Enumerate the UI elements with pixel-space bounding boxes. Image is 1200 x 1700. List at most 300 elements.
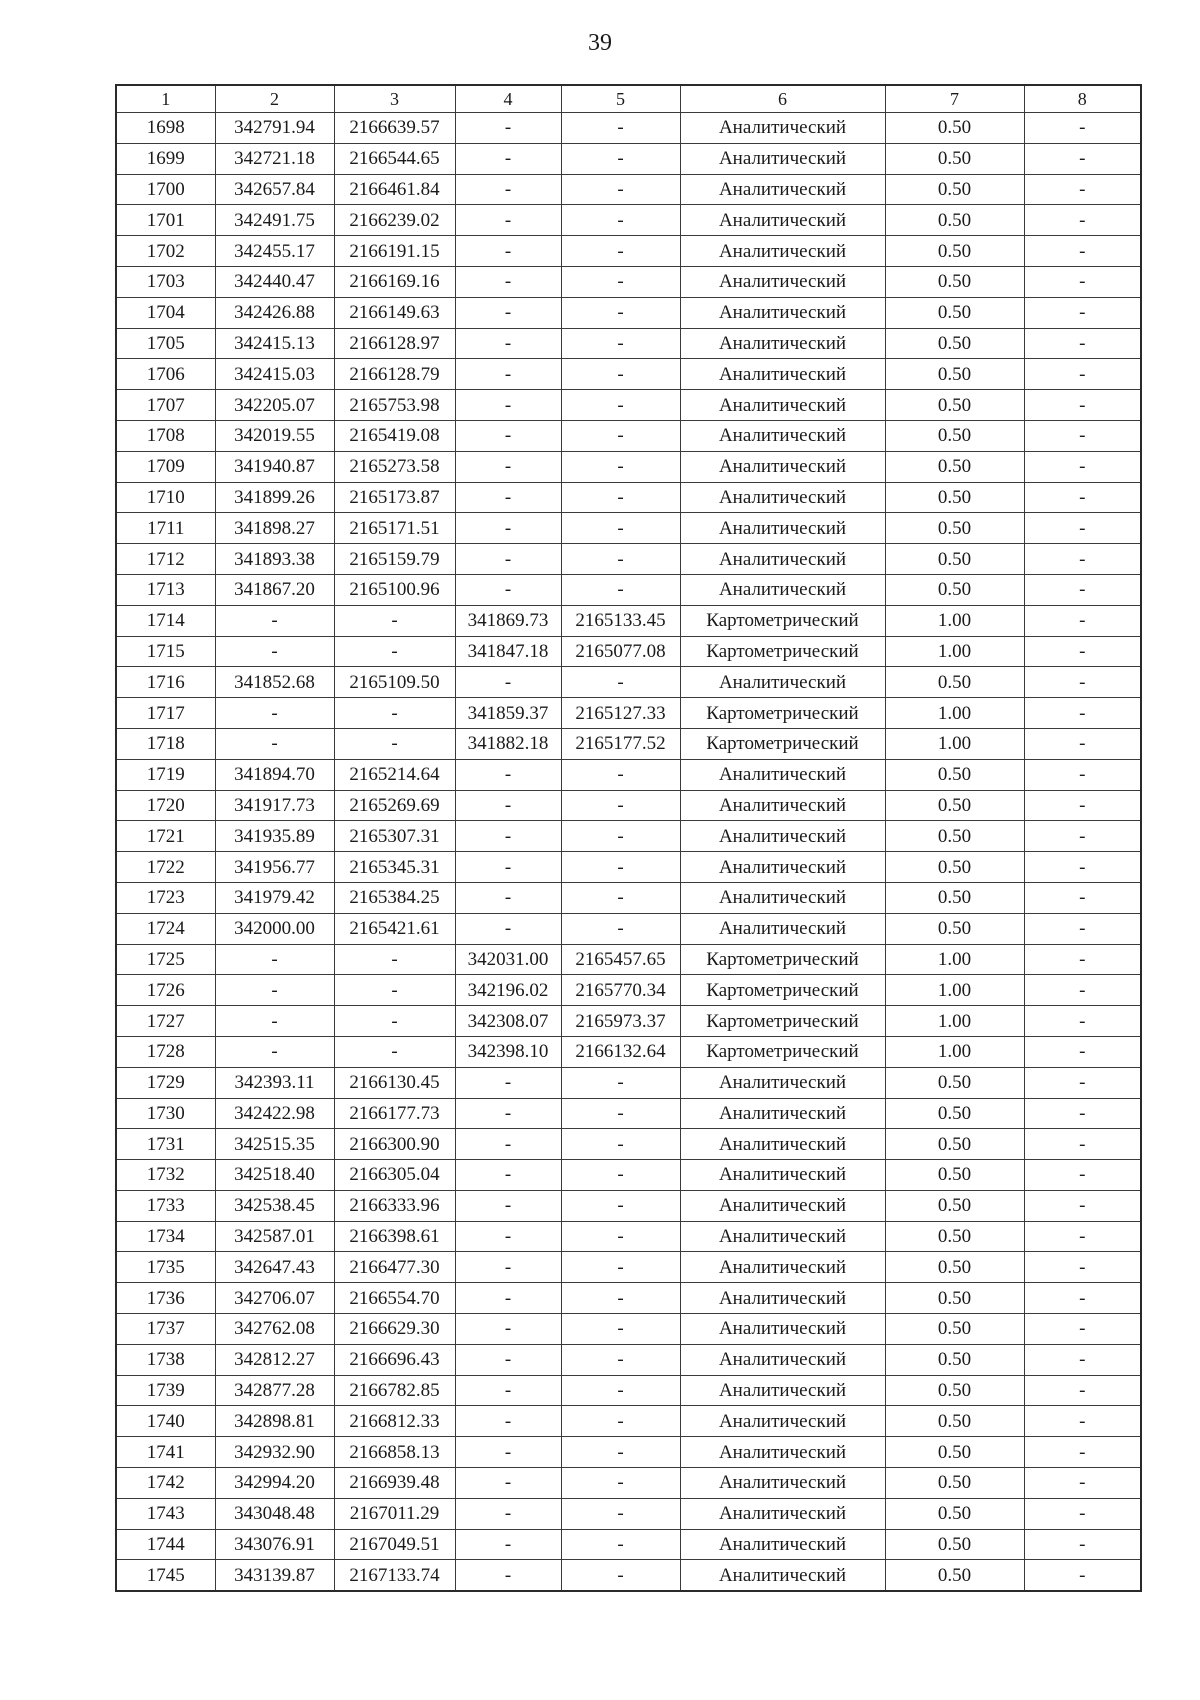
column-header-2: 2: [215, 85, 334, 113]
table-cell-col-8: -: [1024, 236, 1141, 267]
table-cell-col-1: 1733: [116, 1190, 215, 1221]
table-cell-col-5: 2165973.37: [561, 1006, 680, 1037]
table-cell-col-4: -: [455, 1098, 561, 1129]
table-cell-col-2: 342812.27: [215, 1344, 334, 1375]
table-cell-col-1: 1714: [116, 605, 215, 636]
table-cell-col-2: 342440.47: [215, 266, 334, 297]
table-cell-col-1: 1702: [116, 236, 215, 267]
table-cell-col-7: 0.50: [885, 821, 1024, 852]
table-cell-col-3: 2165109.50: [334, 667, 455, 698]
table-cell-col-8: -: [1024, 1560, 1141, 1591]
table-row: [116, 852, 1141, 883]
table-cell-col-2: 341894.70: [215, 759, 334, 790]
table-row: [116, 1437, 1141, 1468]
table-cell-col-5: 2165133.45: [561, 605, 680, 636]
table-cell-col-6: Аналитический: [680, 1160, 885, 1191]
table-cell-col-3: 2166398.61: [334, 1221, 455, 1252]
table-cell-col-2: 341917.73: [215, 790, 334, 821]
table-cell-col-3: -: [334, 605, 455, 636]
table-cell-col-6: Аналитический: [680, 1129, 885, 1160]
table-cell-col-3: 2165159.79: [334, 544, 455, 575]
table-cell-col-3: 2165307.31: [334, 821, 455, 852]
table-cell-col-3: 2166544.65: [334, 143, 455, 174]
table-cell-col-8: -: [1024, 975, 1141, 1006]
table-cell-col-4: -: [455, 482, 561, 513]
table-cell-col-1: 1712: [116, 544, 215, 575]
table-cell-col-2: 342706.07: [215, 1283, 334, 1314]
table-cell-col-7: 0.50: [885, 174, 1024, 205]
table-body: [116, 113, 1141, 1592]
table-cell-col-4: -: [455, 913, 561, 944]
column-header-8: 8: [1024, 85, 1141, 113]
table-cell-col-1: 1735: [116, 1252, 215, 1283]
table-cell-col-4: -: [455, 1129, 561, 1160]
table-cell-col-1: 1729: [116, 1067, 215, 1098]
table-row: [116, 174, 1141, 205]
table-cell-col-7: 0.50: [885, 1560, 1024, 1591]
table-row: [116, 1344, 1141, 1375]
table-cell-col-7: 0.50: [885, 1314, 1024, 1345]
table-cell-col-5: -: [561, 1160, 680, 1191]
table-cell-col-1: 1734: [116, 1221, 215, 1252]
table-cell-col-7: 0.50: [885, 790, 1024, 821]
table-cell-col-8: -: [1024, 1468, 1141, 1499]
table-cell-col-8: -: [1024, 544, 1141, 575]
table-cell-col-4: -: [455, 1252, 561, 1283]
table-cell-col-8: -: [1024, 698, 1141, 729]
table-cell-col-4: -: [455, 667, 561, 698]
table-cell-col-7: 1.00: [885, 605, 1024, 636]
table-cell-col-7: 1.00: [885, 728, 1024, 759]
table-cell-col-2: 342415.13: [215, 328, 334, 359]
table-row: [116, 328, 1141, 359]
table-cell-col-8: -: [1024, 1283, 1141, 1314]
table-cell-col-5: -: [561, 913, 680, 944]
table-cell-col-6: Аналитический: [680, 852, 885, 883]
table-cell-col-3: 2165269.69: [334, 790, 455, 821]
table-cell-col-7: 0.50: [885, 513, 1024, 544]
table-cell-col-6: Аналитический: [680, 482, 885, 513]
table-cell-col-8: -: [1024, 113, 1141, 144]
table-cell-col-6: Аналитический: [680, 205, 885, 236]
table-cell-col-5: -: [561, 574, 680, 605]
table-cell-col-8: -: [1024, 174, 1141, 205]
table-cell-col-3: 2165100.96: [334, 574, 455, 605]
table-cell-col-6: Картометрический: [680, 975, 885, 1006]
table-cell-col-1: 1731: [116, 1129, 215, 1160]
table-cell-col-5: -: [561, 297, 680, 328]
table-cell-col-1: 1701: [116, 205, 215, 236]
table-cell-col-2: 342657.84: [215, 174, 334, 205]
table-row: [116, 143, 1141, 174]
table-cell-col-6: Аналитический: [680, 544, 885, 575]
table-cell-col-7: 0.50: [885, 1468, 1024, 1499]
table-cell-col-1: 1723: [116, 882, 215, 913]
table-cell-col-5: -: [561, 1098, 680, 1129]
table-cell-col-1: 1728: [116, 1036, 215, 1067]
table-cell-col-3: -: [334, 944, 455, 975]
table-cell-col-8: -: [1024, 821, 1141, 852]
table-cell-col-7: 0.50: [885, 1529, 1024, 1560]
table-cell-col-8: -: [1024, 143, 1141, 174]
table-cell-col-7: 0.50: [885, 482, 1024, 513]
table-cell-col-8: -: [1024, 1190, 1141, 1221]
coordinates-table: [115, 84, 1142, 1592]
table-cell-col-2: 341898.27: [215, 513, 334, 544]
table-cell-col-1: 1730: [116, 1098, 215, 1129]
table-cell-col-6: Аналитический: [680, 1498, 885, 1529]
table-cell-col-6: Аналитический: [680, 1375, 885, 1406]
table-header: [116, 85, 1141, 113]
table-cell-col-1: 1708: [116, 420, 215, 451]
table-cell-col-8: -: [1024, 852, 1141, 883]
table-cell-col-5: -: [561, 852, 680, 883]
table-cell-col-6: Аналитический: [680, 882, 885, 913]
table-cell-col-3: 2165273.58: [334, 451, 455, 482]
table-row: [116, 205, 1141, 236]
table-row: [116, 390, 1141, 421]
table-cell-col-4: -: [455, 574, 561, 605]
table-cell-col-1: 1720: [116, 790, 215, 821]
table-cell-col-6: Аналитический: [680, 821, 885, 852]
table-cell-col-1: 1706: [116, 359, 215, 390]
table-cell-col-5: -: [561, 821, 680, 852]
table-row: [116, 574, 1141, 605]
table-cell-col-7: 0.50: [885, 1283, 1024, 1314]
table-cell-col-2: 342994.20: [215, 1468, 334, 1499]
table-cell-col-2: 341940.87: [215, 451, 334, 482]
table-cell-col-2: 342587.01: [215, 1221, 334, 1252]
table-cell-col-4: 341882.18: [455, 728, 561, 759]
table-cell-col-4: -: [455, 359, 561, 390]
table-cell-col-6: Аналитический: [680, 451, 885, 482]
table-cell-col-7: 0.50: [885, 1344, 1024, 1375]
table-row: [116, 1129, 1141, 1160]
table-row: [116, 1314, 1141, 1345]
table-row: [116, 1098, 1141, 1129]
table-cell-col-5: -: [561, 1406, 680, 1437]
table-cell-col-3: -: [334, 975, 455, 1006]
table-cell-col-8: -: [1024, 1098, 1141, 1129]
table-cell-col-1: 1699: [116, 143, 215, 174]
table-cell-col-2: 342932.90: [215, 1437, 334, 1468]
table-cell-col-7: 1.00: [885, 944, 1024, 975]
table-cell-col-1: 1713: [116, 574, 215, 605]
table-cell-col-8: -: [1024, 297, 1141, 328]
table-cell-col-4: -: [455, 544, 561, 575]
table-cell-col-7: 0.50: [885, 544, 1024, 575]
table-cell-col-7: 0.50: [885, 390, 1024, 421]
table-cell-col-8: -: [1024, 482, 1141, 513]
table-cell-col-3: 2166782.85: [334, 1375, 455, 1406]
table-cell-col-3: 2166696.43: [334, 1344, 455, 1375]
table-cell-col-4: -: [455, 1375, 561, 1406]
table-cell-col-4: -: [455, 174, 561, 205]
table-cell-col-7: 0.50: [885, 1129, 1024, 1160]
table-cell-col-5: -: [561, 790, 680, 821]
table-cell-col-8: -: [1024, 328, 1141, 359]
column-header-1: 1: [116, 85, 215, 113]
table-cell-col-7: 1.00: [885, 636, 1024, 667]
table-cell-col-4: -: [455, 297, 561, 328]
table-cell-col-8: -: [1024, 1344, 1141, 1375]
table-cell-col-2: 342205.07: [215, 390, 334, 421]
table-cell-col-4: 341847.18: [455, 636, 561, 667]
table-cell-col-6: Картометрический: [680, 605, 885, 636]
table-cell-col-3: 2166629.30: [334, 1314, 455, 1345]
table-cell-col-3: 2166639.57: [334, 113, 455, 144]
table-cell-col-4: -: [455, 236, 561, 267]
table-cell-col-8: -: [1024, 513, 1141, 544]
table-cell-col-5: -: [561, 1498, 680, 1529]
table-cell-col-8: -: [1024, 790, 1141, 821]
table-cell-col-7: 0.50: [885, 1160, 1024, 1191]
table-cell-col-1: 1726: [116, 975, 215, 1006]
table-cell-col-2: 342647.43: [215, 1252, 334, 1283]
table-row: [116, 698, 1141, 729]
table-row: [116, 1221, 1141, 1252]
table-cell-col-4: -: [455, 1529, 561, 1560]
table-cell-col-2: 342538.45: [215, 1190, 334, 1221]
table-cell-col-4: -: [455, 1468, 561, 1499]
table-cell-col-5: 2165457.65: [561, 944, 680, 975]
table-cell-col-3: -: [334, 728, 455, 759]
table-cell-col-8: -: [1024, 205, 1141, 236]
table-cell-col-4: -: [455, 513, 561, 544]
table-cell-col-2: 342518.40: [215, 1160, 334, 1191]
table-cell-col-1: 1715: [116, 636, 215, 667]
table-cell-col-3: 2166130.45: [334, 1067, 455, 1098]
table-cell-col-1: 1703: [116, 266, 215, 297]
table-cell-col-1: 1737: [116, 1314, 215, 1345]
table-row: [116, 1468, 1141, 1499]
table-cell-col-7: 0.50: [885, 420, 1024, 451]
table-cell-col-4: 342398.10: [455, 1036, 561, 1067]
table-cell-col-5: -: [561, 451, 680, 482]
table-cell-col-1: 1704: [116, 297, 215, 328]
table-cell-col-7: 0.50: [885, 1067, 1024, 1098]
table-cell-col-3: -: [334, 698, 455, 729]
table-cell-col-6: Аналитический: [680, 266, 885, 297]
table-cell-col-8: -: [1024, 759, 1141, 790]
table-cell-col-4: -: [455, 420, 561, 451]
table-cell-col-4: 341859.37: [455, 698, 561, 729]
table-cell-col-2: 342515.35: [215, 1129, 334, 1160]
table-cell-col-4: -: [455, 205, 561, 236]
table-cell-col-3: 2166191.15: [334, 236, 455, 267]
table-cell-col-7: 0.50: [885, 236, 1024, 267]
table-cell-col-5: -: [561, 205, 680, 236]
table-cell-col-6: Аналитический: [680, 420, 885, 451]
table-cell-col-8: -: [1024, 605, 1141, 636]
table-cell-col-5: -: [561, 328, 680, 359]
table-cell-col-8: -: [1024, 1036, 1141, 1067]
table-row: [116, 1498, 1141, 1529]
table-cell-col-6: Аналитический: [680, 574, 885, 605]
table-cell-col-5: -: [561, 1067, 680, 1098]
table-cell-col-3: 2166477.30: [334, 1252, 455, 1283]
table-cell-col-5: -: [561, 1283, 680, 1314]
table-cell-col-4: -: [455, 1067, 561, 1098]
table-cell-col-5: -: [561, 1314, 680, 1345]
table-cell-col-2: -: [215, 944, 334, 975]
table-cell-col-7: 1.00: [885, 1036, 1024, 1067]
table-row: [116, 266, 1141, 297]
table-cell-col-2: 342000.00: [215, 913, 334, 944]
table-cell-col-1: 1725: [116, 944, 215, 975]
table-cell-col-3: 2166858.13: [334, 1437, 455, 1468]
table-cell-col-5: -: [561, 266, 680, 297]
table-cell-col-1: 1709: [116, 451, 215, 482]
table-cell-col-2: 342455.17: [215, 236, 334, 267]
table-cell-col-7: 0.50: [885, 1498, 1024, 1529]
table-row: [116, 1560, 1141, 1591]
table-cell-col-5: -: [561, 1437, 680, 1468]
table-cell-col-7: 0.50: [885, 266, 1024, 297]
table-cell-col-4: -: [455, 1314, 561, 1345]
table-cell-col-1: 1739: [116, 1375, 215, 1406]
table-cell-col-2: 342762.08: [215, 1314, 334, 1345]
page-number: 39: [588, 30, 612, 56]
table-cell-col-6: Аналитический: [680, 143, 885, 174]
table-cell-col-5: -: [561, 143, 680, 174]
table-cell-col-4: 342196.02: [455, 975, 561, 1006]
table-row: [116, 913, 1141, 944]
column-header-6: 6: [680, 85, 885, 113]
table-cell-col-3: 2165171.51: [334, 513, 455, 544]
table-cell-col-4: -: [455, 1283, 561, 1314]
table-cell-col-5: -: [561, 1129, 680, 1160]
table-cell-col-4: -: [455, 882, 561, 913]
table-cell-col-1: 1721: [116, 821, 215, 852]
table-cell-col-4: 341869.73: [455, 605, 561, 636]
table-cell-col-8: -: [1024, 1529, 1141, 1560]
table-cell-col-3: 2166169.16: [334, 266, 455, 297]
table-cell-col-8: -: [1024, 913, 1141, 944]
table-cell-col-1: 1705: [116, 328, 215, 359]
table-row: [116, 513, 1141, 544]
table-row: [116, 882, 1141, 913]
table-cell-col-7: 0.50: [885, 143, 1024, 174]
table-cell-col-6: Аналитический: [680, 1252, 885, 1283]
table-cell-col-3: 2165421.61: [334, 913, 455, 944]
table-cell-col-4: -: [455, 143, 561, 174]
table-row: [116, 636, 1141, 667]
table-cell-col-8: -: [1024, 728, 1141, 759]
table-cell-col-4: -: [455, 759, 561, 790]
table-cell-col-8: -: [1024, 266, 1141, 297]
table-row: [116, 728, 1141, 759]
table-cell-col-1: 1724: [116, 913, 215, 944]
table-cell-col-2: 343048.48: [215, 1498, 334, 1529]
table-cell-col-7: 0.50: [885, 1406, 1024, 1437]
table-cell-col-4: -: [455, 1160, 561, 1191]
table-cell-col-3: 2165419.08: [334, 420, 455, 451]
table-cell-col-2: 343076.91: [215, 1529, 334, 1560]
table-cell-col-1: 1744: [116, 1529, 215, 1560]
table-cell-col-7: 0.50: [885, 1437, 1024, 1468]
table-cell-col-7: 0.50: [885, 1190, 1024, 1221]
table-row: [116, 790, 1141, 821]
table-cell-col-6: Аналитический: [680, 1406, 885, 1437]
table-cell-col-5: -: [561, 1190, 680, 1221]
table-cell-col-6: Аналитический: [680, 359, 885, 390]
table-cell-col-1: 1745: [116, 1560, 215, 1591]
table-cell-col-6: Аналитический: [680, 1190, 885, 1221]
table-cell-col-4: -: [455, 1344, 561, 1375]
table-cell-col-8: -: [1024, 882, 1141, 913]
table-cell-col-6: Аналитический: [680, 759, 885, 790]
table-cell-col-1: 1736: [116, 1283, 215, 1314]
table-cell-col-4: -: [455, 1560, 561, 1591]
table-cell-col-5: 2165770.34: [561, 975, 680, 1006]
table-cell-col-7: 0.50: [885, 1252, 1024, 1283]
table-cell-col-6: Аналитический: [680, 1468, 885, 1499]
table-cell-col-2: 341899.26: [215, 482, 334, 513]
table-cell-col-3: 2166177.73: [334, 1098, 455, 1129]
table-cell-col-2: -: [215, 975, 334, 1006]
table-cell-col-6: Картометрический: [680, 1006, 885, 1037]
table-cell-col-3: 2166461.84: [334, 174, 455, 205]
table-cell-col-6: Аналитический: [680, 1221, 885, 1252]
table-cell-col-6: Аналитический: [680, 790, 885, 821]
table-cell-col-5: 2165127.33: [561, 698, 680, 729]
table-cell-col-2: 342019.55: [215, 420, 334, 451]
table-cell-col-3: -: [334, 1036, 455, 1067]
table-cell-col-6: Аналитический: [680, 236, 885, 267]
table-row: [116, 236, 1141, 267]
table-cell-col-6: Аналитический: [680, 328, 885, 359]
table-cell-col-7: 1.00: [885, 698, 1024, 729]
table-cell-col-6: Аналитический: [680, 913, 885, 944]
table-cell-col-6: Аналитический: [680, 1283, 885, 1314]
table-cell-col-7: 0.50: [885, 667, 1024, 698]
table-cell-col-8: -: [1024, 1498, 1141, 1529]
table-cell-col-1: 1711: [116, 513, 215, 544]
table-cell-col-5: -: [561, 513, 680, 544]
table-cell-col-2: 342721.18: [215, 143, 334, 174]
table-cell-col-1: 1722: [116, 852, 215, 883]
table-cell-col-6: Аналитический: [680, 1529, 885, 1560]
table-cell-col-2: 341956.77: [215, 852, 334, 883]
table-cell-col-6: Картометрический: [680, 944, 885, 975]
table-cell-col-5: 2165177.52: [561, 728, 680, 759]
table-row: [116, 667, 1141, 698]
table-cell-col-7: 0.50: [885, 1098, 1024, 1129]
table-cell-col-7: 0.50: [885, 328, 1024, 359]
table-cell-col-5: -: [561, 1252, 680, 1283]
table-cell-col-5: 2166132.64: [561, 1036, 680, 1067]
table-cell-col-2: 342422.98: [215, 1098, 334, 1129]
table-cell-col-6: Аналитический: [680, 1098, 885, 1129]
table-cell-col-7: 1.00: [885, 1006, 1024, 1037]
table-cell-col-6: Аналитический: [680, 297, 885, 328]
table-cell-col-3: 2166239.02: [334, 205, 455, 236]
table-cell-col-2: 342791.94: [215, 113, 334, 144]
column-header-3: 3: [334, 85, 455, 113]
table-cell-col-1: 1710: [116, 482, 215, 513]
table-row: [116, 113, 1141, 144]
column-header-7: 7: [885, 85, 1024, 113]
table-cell-col-8: -: [1024, 1406, 1141, 1437]
table-cell-col-5: -: [561, 759, 680, 790]
table-cell-col-3: 2166554.70: [334, 1283, 455, 1314]
table-row: [116, 1283, 1141, 1314]
table-cell-col-3: 2165173.87: [334, 482, 455, 513]
table-cell-col-5: -: [561, 1529, 680, 1560]
table-cell-col-3: 2166128.97: [334, 328, 455, 359]
table-cell-col-4: -: [455, 1190, 561, 1221]
